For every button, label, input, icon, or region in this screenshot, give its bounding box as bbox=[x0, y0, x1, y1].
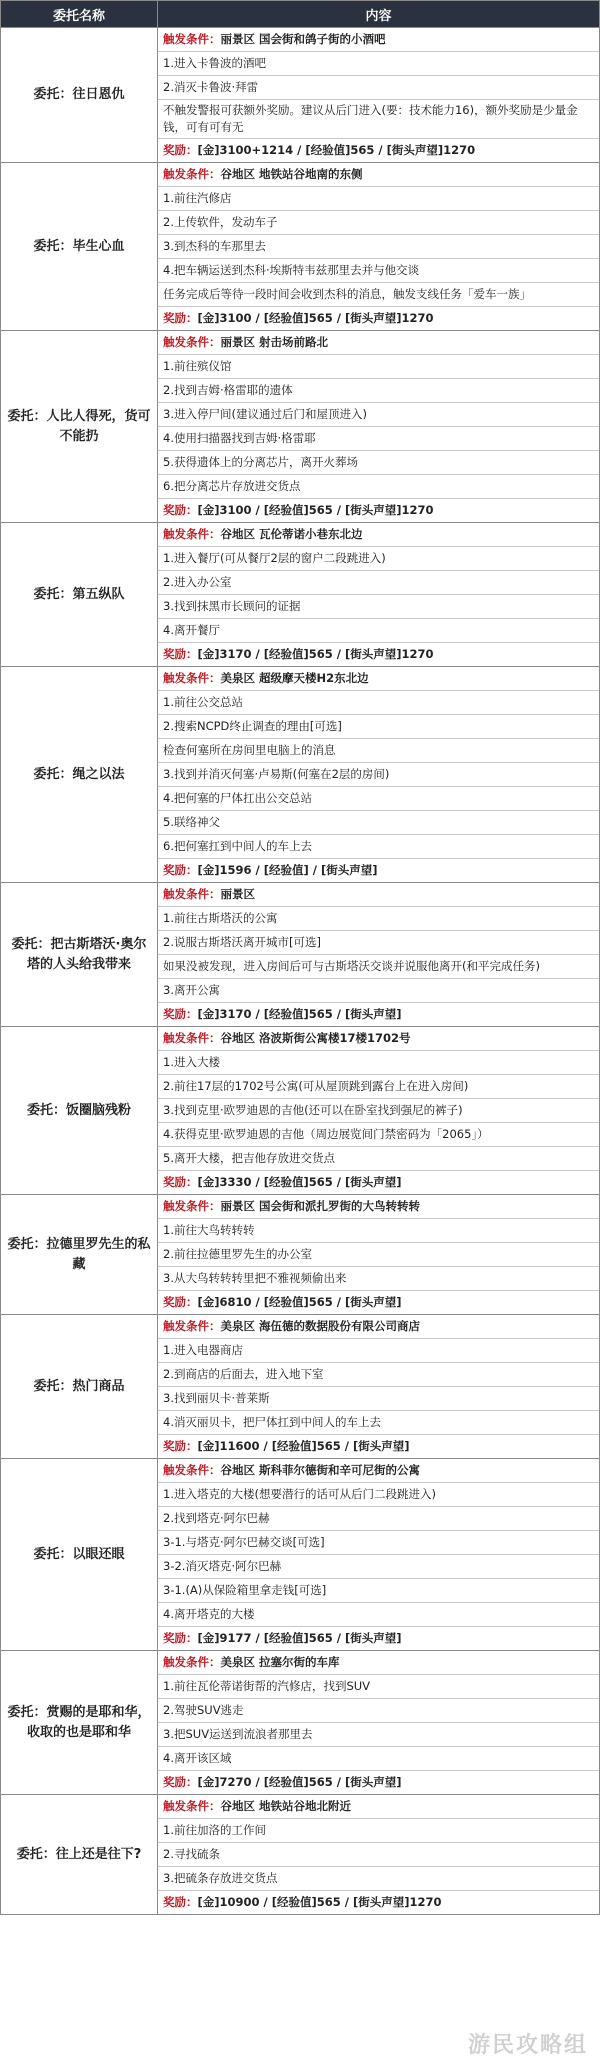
step-line: 3.进入停尸间(建议通过后门和屋顶进入) bbox=[158, 403, 599, 427]
table-header-row bbox=[1, 1, 600, 28]
reward-value: [金]3100 / [经验值]565 / [街头声望]1270 bbox=[197, 503, 434, 517]
step-line: 6.把何塞扛到中间人的车上去 bbox=[158, 835, 599, 859]
commission-name: 委托：毕生心血 bbox=[1, 163, 158, 331]
commission-content bbox=[158, 1651, 600, 1795]
trigger-label: 触发条件： bbox=[163, 1799, 221, 1813]
commission-name: 委托：以眼还眼 bbox=[1, 1459, 158, 1651]
trigger-line bbox=[158, 163, 599, 187]
commission-name: 委托：往日恩仇 bbox=[1, 28, 158, 163]
reward-value: [金]3170 / [经验值]565 / [街头声望] bbox=[197, 1007, 402, 1021]
commission-content bbox=[158, 1315, 600, 1459]
step-line: 任务完成后等待一段时间会收到杰科的消息，触发支线任务「爱车一族」 bbox=[158, 283, 599, 307]
trigger-label: 触发条件： bbox=[163, 1319, 221, 1333]
table-row bbox=[1, 1315, 600, 1459]
commission-content bbox=[158, 1195, 600, 1315]
trigger-line bbox=[158, 28, 599, 52]
trigger-label: 触发条件： bbox=[163, 671, 221, 685]
step-line: 4.离开餐厅 bbox=[158, 619, 599, 643]
trigger-location: 美泉区 海伍德的数据股份有限公司商店 bbox=[220, 1319, 421, 1333]
trigger-label: 触发条件： bbox=[163, 1199, 221, 1213]
trigger-label: 触发条件： bbox=[163, 1655, 221, 1669]
commission-content bbox=[158, 523, 600, 667]
commission-name: 委托：绳之以法 bbox=[1, 667, 158, 883]
reward-value: [金]3100+1214 / [经验值]565 / [街头声望]1270 bbox=[197, 143, 476, 157]
trigger-location: 谷地区 地铁站谷地北附近 bbox=[220, 1799, 352, 1813]
table-row bbox=[1, 1795, 600, 1915]
trigger-label: 触发条件： bbox=[163, 335, 221, 349]
trigger-label: 触发条件： bbox=[163, 167, 221, 181]
trigger-location: 谷地区 斯科菲尔德街和辛可尼街的公寓 bbox=[220, 1463, 421, 1477]
commission-name: 委托：往上还是往下? bbox=[1, 1795, 158, 1915]
reward-line bbox=[158, 1291, 599, 1314]
step-line: 5.离开大楼，把吉他存放进交货点 bbox=[158, 1147, 599, 1171]
header-content: 内容 bbox=[158, 1, 600, 28]
commission-name: 委托：拉德里罗先生的私藏 bbox=[1, 1195, 158, 1315]
step-line: 不触发警报可获额外奖励。建议从后门进入(要：技术能力16)，额外奖励是少量金钱，可有可有无 bbox=[158, 100, 599, 139]
reward-line bbox=[158, 643, 599, 666]
trigger-location: 美泉区 拉塞尔街的车库 bbox=[220, 1655, 340, 1669]
reward-label: 奖励： bbox=[163, 1175, 198, 1189]
step-line: 6.把分离芯片存放进交货点 bbox=[158, 475, 599, 499]
trigger-label: 触发条件： bbox=[163, 1463, 221, 1477]
table-row bbox=[1, 883, 600, 1027]
step-line: 3.找到丽贝卡·普莱斯 bbox=[158, 1387, 599, 1411]
step-line: 1.进入塔克的大楼(想要潜行的话可从后门二段跳进入) bbox=[158, 1483, 599, 1507]
table-row bbox=[1, 667, 600, 883]
reward-label: 奖励： bbox=[163, 1439, 198, 1453]
trigger-line bbox=[158, 667, 599, 691]
step-line: 2.驾驶SUV逃走 bbox=[158, 1699, 599, 1723]
step-line: 检查何塞所在房间里电脑上的消息 bbox=[158, 739, 599, 763]
step-line: 如果没被发现，进入房间后可与古斯塔沃交谈并说服他离开(和平完成任务) bbox=[158, 955, 599, 979]
trigger-location: 谷地区 瓦伦蒂诺小巷东北边 bbox=[220, 527, 363, 541]
step-line: 1.进入卡鲁波的酒吧 bbox=[158, 52, 599, 76]
commission-name: 委托：热门商品 bbox=[1, 1315, 158, 1459]
reward-line bbox=[158, 1171, 599, 1194]
step-line: 1.进入大楼 bbox=[158, 1051, 599, 1075]
reward-line bbox=[158, 499, 599, 522]
step-line: 1.前往古斯塔沃的公寓 bbox=[158, 907, 599, 931]
reward-label: 奖励： bbox=[163, 1631, 198, 1645]
trigger-line bbox=[158, 1459, 599, 1483]
reward-value: [金]11600 / [经验值]565 / [街头声望] bbox=[197, 1439, 410, 1453]
trigger-label: 触发条件： bbox=[163, 1031, 221, 1045]
reward-line bbox=[158, 139, 599, 162]
step-line: 1.前往汽修店 bbox=[158, 187, 599, 211]
step-line: 4.离开该区域 bbox=[158, 1747, 599, 1771]
reward-value: [金]3330 / [经验值]565 / [街头声望] bbox=[197, 1175, 402, 1189]
reward-line bbox=[158, 307, 599, 330]
step-line: 2.搜索NCPD终止调查的理由[可选] bbox=[158, 715, 599, 739]
step-line: 1.前往瓦伦蒂诺街帮的汽修店，找到SUV bbox=[158, 1675, 599, 1699]
commission-name: 委托：饭圈脑残粉 bbox=[1, 1027, 158, 1195]
step-line: 3.离开公寓 bbox=[158, 979, 599, 1003]
step-line: 3.把SUV运送到流浪者那里去 bbox=[158, 1723, 599, 1747]
step-line: 4.消灭丽贝卡，把尸体扛到中间人的车上去 bbox=[158, 1411, 599, 1435]
step-line: 5.获得遗体上的分离芯片，离开火葬场 bbox=[158, 451, 599, 475]
commission-content bbox=[158, 28, 600, 163]
step-line: 3-2.消灭塔克·阿尔巴赫 bbox=[158, 1555, 599, 1579]
reward-line bbox=[158, 1771, 599, 1794]
reward-label: 奖励： bbox=[163, 1895, 198, 1909]
reward-value: [金]7270 / [经验值]565 / [街头声望] bbox=[197, 1775, 402, 1789]
trigger-location: 丽景区 国会街和派扎罗街的大鸟转转转 bbox=[220, 1199, 421, 1213]
trigger-label: 触发条件： bbox=[163, 887, 221, 901]
table-row bbox=[1, 1027, 600, 1195]
step-line: 1.前往大鸟转转转 bbox=[158, 1219, 599, 1243]
step-line: 2.找到吉姆·格雷耶的遗体 bbox=[158, 379, 599, 403]
reward-value: [金]9177 / [经验值]565 / [街头声望] bbox=[197, 1631, 402, 1645]
trigger-location: 谷地区 地铁站谷地南的东侧 bbox=[220, 167, 363, 181]
step-line: 1.前往公交总站 bbox=[158, 691, 599, 715]
trigger-label: 触发条件： bbox=[163, 32, 221, 46]
reward-label: 奖励： bbox=[163, 311, 198, 325]
commission-content bbox=[158, 1027, 600, 1195]
step-line: 2.上传软件，发动车子 bbox=[158, 211, 599, 235]
trigger-line bbox=[158, 1195, 599, 1219]
step-line: 3.找到并消灭何塞·卢易斯(何塞在2层的房间) bbox=[158, 763, 599, 787]
step-line: 3.到杰科的车那里去 bbox=[158, 235, 599, 259]
trigger-label: 触发条件： bbox=[163, 527, 221, 541]
step-line: 4.离开塔克的大楼 bbox=[158, 1603, 599, 1627]
table-row bbox=[1, 163, 600, 331]
commission-name: 委托：赏赐的是耶和华，收取的也是耶和华 bbox=[1, 1651, 158, 1795]
step-line: 3.从大鸟转转转里把不雅视频偷出来 bbox=[158, 1267, 599, 1291]
table-row bbox=[1, 1195, 600, 1315]
reward-label: 奖励： bbox=[163, 503, 198, 517]
reward-label: 奖励： bbox=[163, 143, 198, 157]
trigger-location: 丽景区 bbox=[220, 887, 255, 901]
step-line: 2.找到塔克·阿尔巴赫 bbox=[158, 1507, 599, 1531]
step-line: 2.寻找硫条 bbox=[158, 1843, 599, 1867]
reward-value: [金]1596 / [经验值] / [街头声望] bbox=[197, 863, 378, 877]
commission-content bbox=[158, 883, 600, 1027]
trigger-location: 丽景区 国会街和鸽子街的小酒吧 bbox=[220, 32, 386, 46]
step-line: 5.联络神父 bbox=[158, 811, 599, 835]
step-line: 2.说服古斯塔沃离开城市[可选] bbox=[158, 931, 599, 955]
reward-label: 奖励： bbox=[163, 1007, 198, 1021]
commission-content bbox=[158, 1459, 600, 1651]
header-name: 委托名称 bbox=[1, 1, 158, 28]
step-line: 3.找到克里·欧罗迪恩的吉他(还可以在卧室找到强尼的裤子) bbox=[158, 1099, 599, 1123]
reward-label: 奖励： bbox=[163, 1295, 198, 1309]
table-row bbox=[1, 523, 600, 667]
reward-line bbox=[158, 1627, 599, 1650]
reward-line bbox=[158, 1435, 599, 1458]
step-line: 4.把车辆运送到杰科·埃斯特韦兹那里去并与他交谈 bbox=[158, 259, 599, 283]
step-line: 2.进入办公室 bbox=[158, 571, 599, 595]
table-row bbox=[1, 1651, 600, 1795]
trigger-location: 美泉区 超级摩天楼H2东北边 bbox=[220, 671, 369, 685]
commission-content bbox=[158, 667, 600, 883]
trigger-line bbox=[158, 1027, 599, 1051]
step-line: 3-1.与塔克·阿尔巴赫交谈[可选] bbox=[158, 1531, 599, 1555]
trigger-line bbox=[158, 1315, 599, 1339]
reward-line bbox=[158, 859, 599, 882]
step-line: 4.把何塞的尸体扛出公交总站 bbox=[158, 787, 599, 811]
step-line: 2.前往17层的1702号公寓(可从屋顶跳到露台上在进入房间) bbox=[158, 1075, 599, 1099]
reward-label: 奖励： bbox=[163, 647, 198, 661]
table-row bbox=[1, 28, 600, 163]
trigger-location: 谷地区 洛波斯街公寓楼17楼1702号 bbox=[220, 1031, 411, 1045]
commission-content bbox=[158, 163, 600, 331]
trigger-line bbox=[158, 883, 599, 907]
step-line: 3.把硫条存放进交货点 bbox=[158, 1867, 599, 1891]
table-row bbox=[1, 331, 600, 523]
reward-value: [金]6810 / [经验值]565 / [街头声望] bbox=[197, 1295, 402, 1309]
watermark: 游民攻略组 bbox=[467, 2033, 588, 2058]
reward-line bbox=[158, 1891, 599, 1914]
reward-value: [金]3170 / [经验值]565 / [街头声望]1270 bbox=[197, 647, 434, 661]
trigger-line bbox=[158, 1795, 599, 1819]
step-line: 1.进入电器商店 bbox=[158, 1339, 599, 1363]
commission-content bbox=[158, 1795, 600, 1915]
step-line: 4.获得克里·欧罗迪恩的吉他（周边展览间门禁密码为「2065」） bbox=[158, 1123, 599, 1147]
reward-value: [金]3100 / [经验值]565 / [街头声望]1270 bbox=[197, 311, 434, 325]
reward-value: [金]10900 / [经验值]565 / [街头声望]1270 bbox=[197, 1895, 442, 1909]
table-row bbox=[1, 1459, 600, 1651]
step-line: 2.到商店的后面去，进入地下室 bbox=[158, 1363, 599, 1387]
step-line: 3.找到抹黑市长顾问的证据 bbox=[158, 595, 599, 619]
step-line: 3-1.(A)从保险箱里拿走钱[可选] bbox=[158, 1579, 599, 1603]
step-line: 1.前往殡仪馆 bbox=[158, 355, 599, 379]
trigger-location: 丽景区 射击场前路北 bbox=[220, 335, 329, 349]
trigger-line bbox=[158, 1651, 599, 1675]
commission-name: 委托：人比人得死，货可不能扔 bbox=[1, 331, 158, 523]
step-line: 2.前往拉德里罗先生的办公室 bbox=[158, 1243, 599, 1267]
trigger-line bbox=[158, 523, 599, 547]
step-line: 1.前往加洛的工作间 bbox=[158, 1819, 599, 1843]
reward-label: 奖励： bbox=[163, 1775, 198, 1789]
reward-line bbox=[158, 1003, 599, 1026]
reward-label: 奖励： bbox=[163, 863, 198, 877]
step-line: 1.进入餐厅(可从餐厅2层的窗户二段跳进入) bbox=[158, 547, 599, 571]
commission-name: 委托：第五纵队 bbox=[1, 523, 158, 667]
step-line: 4.使用扫描器找到吉姆·格雷耶 bbox=[158, 427, 599, 451]
commission-name: 委托：把古斯塔沃·奥尔塔的人头给我带来 bbox=[1, 883, 158, 1027]
step-line: 2.消灭卡鲁波·拜雷 bbox=[158, 76, 599, 100]
commission-content bbox=[158, 331, 600, 523]
trigger-line bbox=[158, 331, 599, 355]
